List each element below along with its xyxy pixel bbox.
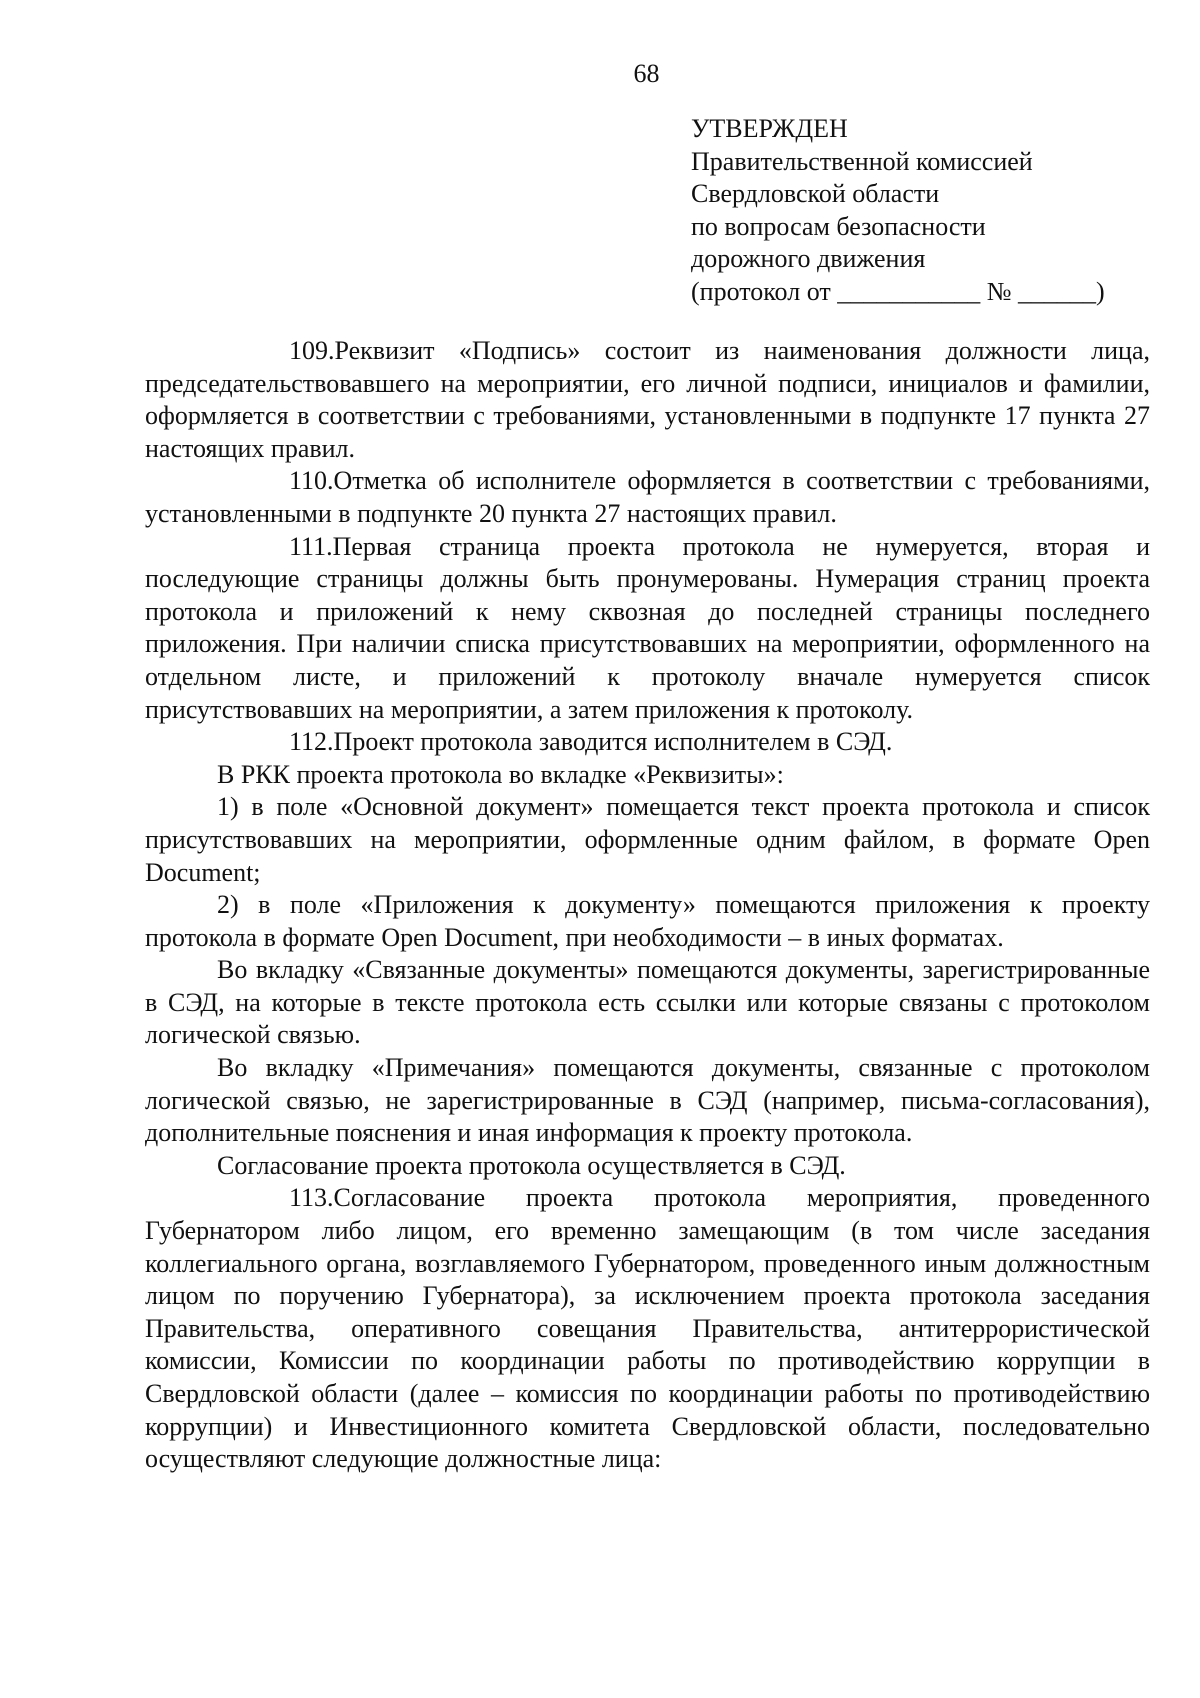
paragraph-text: 1) в поле «Основной документ» помещается текст проекта протокола и список присутствовавших на мероприятии, оформленные одним файлом, в формате Open Document; [145, 792, 1150, 887]
paragraph-text: 2) в поле «Приложения к документу» помещаются приложения к проекту протокола в формате Open Document, при необходимости – в иных форматах. [145, 890, 1150, 952]
paragraph-number: 113. [289, 1183, 334, 1213]
approval-line: Правительственной комиссией [691, 146, 1033, 176]
paragraph-number: 112. [289, 727, 334, 757]
paragraph-number: 109. [289, 336, 335, 365]
paragraph-rkk-tab [145, 759, 1150, 792]
approval-stamp [691, 113, 1105, 308]
page-number: 68 [633, 59, 660, 88]
paragraph-text: Во вкладку «Примечания» помещаются документы, связанные с протоколом логической связью, не зарегистрированные в СЭД (например, письма-согласования), дополнительные пояснения и иная информация к проекту протокола. [145, 1053, 1150, 1148]
paragraph-number: 110. [289, 466, 334, 496]
paragraph-item-1 [145, 791, 1150, 889]
paragraph-notes [145, 1052, 1150, 1150]
paragraph-111 [145, 531, 1150, 727]
approval-line: по вопросам безопасности [691, 211, 986, 241]
paragraph-109 [145, 335, 1150, 465]
paragraph-113 [145, 1182, 1150, 1475]
approval-line: Свердловской области [691, 179, 940, 208]
paragraph-text: Во вкладку «Связанные документы» помещаются документы, зарегистрированные в СЭД, на которые в тексте протокола есть ссылки или которые связаны с протоколом логической связью. [145, 955, 1150, 1050]
approval-line: дорожного движения [691, 244, 926, 273]
paragraph-approval-sed [145, 1150, 1150, 1183]
approval-protocol-line: (протокол от ___________ № ______) [691, 276, 1105, 306]
paragraph-text: Согласование проекта протокола осуществляется в СЭД. [217, 1150, 846, 1180]
paragraph-text: Отметка об исполнителе оформляется в соответствии с требованиями, установленными в подпункте 20 пункта 27 настоящих правил. [145, 466, 1150, 528]
approval-title: УТВЕРЖДЕН [691, 114, 848, 143]
document-body [145, 335, 1150, 1476]
paragraph-number: 111. [289, 531, 333, 561]
paragraph-text: Проект протокола заводится исполнителем в СЭД. [333, 727, 893, 757]
paragraph-related-docs [145, 954, 1150, 1052]
paragraph-112 [145, 726, 1150, 759]
paragraph-text: Первая страница проекта протокола не нумеруется, вторая и последующие страницы должны быть пронумерованы. Нумерация страниц проекта протокола и приложений к нему сквозная до последней страницы последнего приложения. При наличии списка присутствовавших на мероприятии, оформленного на отдельном листе, и приложений к протоколу вначале нумеруется список присутствовавших на мероприятии, а затем приложения к протоколу. [145, 531, 1150, 724]
paragraph-text: Согласование проекта протокола мероприятия, проведенного Губернатором либо лицом, его временно замещающим (в том числе заседания коллегиального органа, возглавляемого Губернатором, проведенного иным должностным лицом по поручению Губернатора), за исключением проекта протокола заседания Правительства, оперативного совещания Правительства, антитеррористической комиссии, Комиссии по координации работы по противодействию коррупции в Свердловской области (далее – комиссия по координации работы по противодействию коррупции) и Инвестиционного комитета Свердловской области, последовательно осуществляют следующие должностные лица: [145, 1183, 1150, 1474]
paragraph-text: В РКК проекта протокола во вкладке «Реквизиты»: [217, 759, 784, 789]
paragraph-text: Реквизит «Подпись» состоит из наименования должности лица, председательствовавшего на мероприятии, его личной подписи, инициалов и фамилии, оформляется в соответствии с требованиями, установленными в подпункте 17 пункта 27 настоящих правил. [145, 336, 1150, 463]
paragraph-item-2 [145, 889, 1150, 954]
paragraph-110 [145, 465, 1150, 530]
